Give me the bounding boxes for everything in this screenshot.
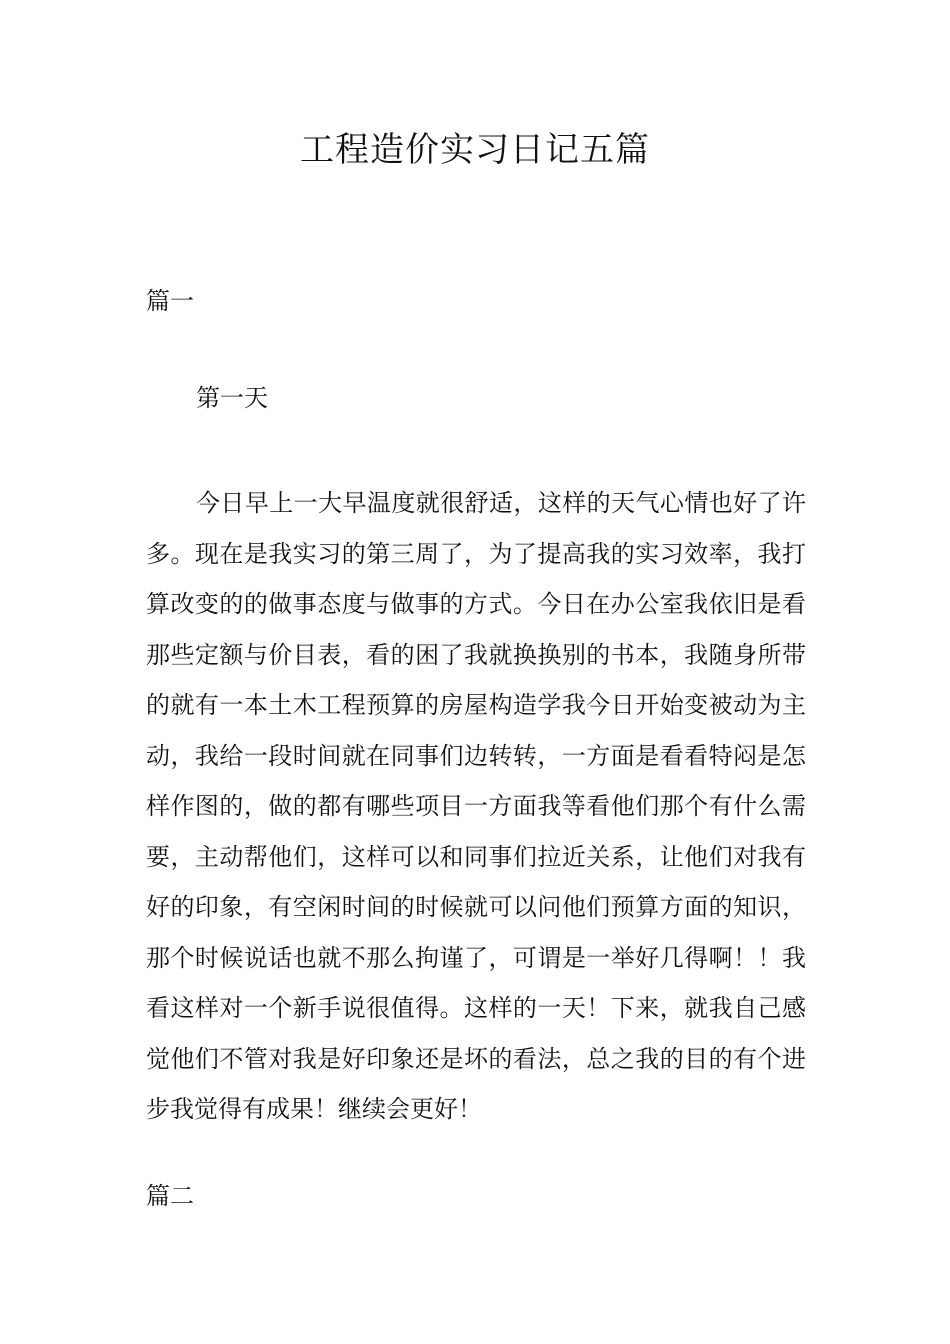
section-label-2: 篇二 (146, 1182, 194, 1210)
day1-paragraph: 今日早上一大早温度就很舒适，这样的天气心情也好了许多。现在是我实习的第三周了，为了提高我的实习效率，我打算改变的的做事态度与做事的方式。今日在办公室我依旧是看那些定额与价目表，看的困了我就换换别的书本，我随身所带的就有一本土木工程预算的房屋构造学我今日开始变被动为主动，我给一段时间就在同事们边转转，一方面是看看特闷是怎样作图的，做的都有哪些项目一方面我等看他们那个有什么需要，主动帮他们，这样可以和同事们拉近关系，让他们对我有好的印象，有空闲时间的时候就可以问他们预算方面的知识，那个时候说话也就不那么拘谨了，可谓是一举好几得啊！！我看这样对一个新手说很值得。这样的一天！下来，就我自己感觉他们不管对我是好印象还是坏的看法，总之我的目的有个进步我觉得有成果！继续会更好！ (146, 489, 806, 1123)
section-label-1: 篇一 (146, 287, 194, 315)
document-title: 工程造价实习日记五篇 (300, 130, 650, 170)
day-label-1: 第一天 (196, 384, 268, 412)
